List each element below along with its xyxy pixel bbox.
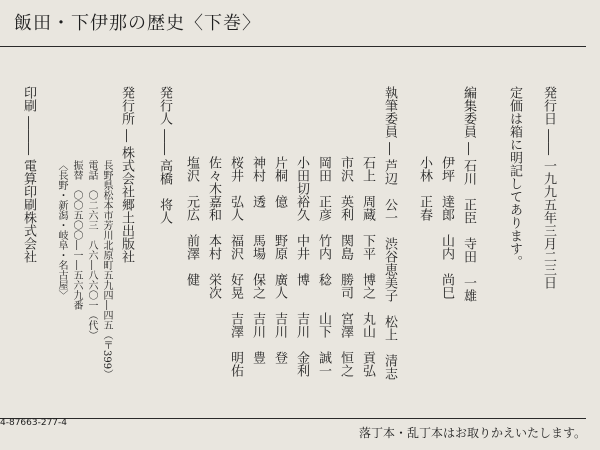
issuer-name: 高橋 将人	[157, 159, 172, 225]
leader-line: ――	[157, 129, 172, 156]
issuer-line	[158, 86, 171, 224]
book-title: 飯田・下伊那の歴史〈下巻〉	[14, 13, 261, 34]
publisher-transfer: 振替 〇〇五〇〇―一―五六九番	[71, 160, 82, 310]
writers-line-10: 塩沢 元広 前澤 健	[184, 156, 199, 286]
writers-line-4: 岡田 正彦 竹内 稔 山下 誠一	[316, 156, 331, 377]
price-note: 定価は箱に明記してあります。	[507, 86, 522, 268]
writers-line-3: 市沢 英利 関島 勝司 宮澤 恒之	[338, 156, 353, 377]
publisher-line	[120, 86, 133, 263]
isbn: 4-87663-277-4	[0, 418, 68, 428]
leader-line: ―	[119, 129, 134, 143]
publisher-branches: 〈長野・新潟・岐阜・名古屋〉	[56, 160, 67, 300]
publisher-name: 株式会社郷土出版社	[119, 146, 134, 264]
printer-line	[22, 86, 35, 263]
writers-line-7: 神村 透 馬場 保之 吉川 豊	[250, 156, 265, 364]
publication-date-line	[542, 86, 555, 289]
writers-line-8: 桜井 弘人 福沢 好晃 吉澤 明佑	[228, 156, 243, 377]
writers-line-1	[383, 86, 396, 380]
editors-line-1	[462, 86, 475, 302]
writers-label: 執筆委員	[382, 86, 397, 138]
printer-name: 電算印刷株式会社	[21, 159, 36, 264]
writers-names-1: 芦辺 公一 渋谷恵美子 松上 清志	[382, 159, 397, 381]
publisher-phone: 電話 〇二六三 八六―八六〇一（代）	[86, 160, 97, 340]
writers-line-9: 佐々木嘉和 本村 栄次	[206, 156, 221, 299]
leader-line: ―	[461, 142, 476, 156]
publication-date: 一九九五年三月二三日	[541, 159, 556, 290]
publisher-label: 発行所	[119, 86, 134, 125]
editors-line-2: 伊坪 達郎 山内 尚巳	[439, 156, 454, 299]
publication-label: 発行日	[541, 86, 556, 125]
writers-line-6: 片桐 億 野原 廣人 吉川 登	[272, 156, 287, 364]
printer-label: 印刷	[21, 86, 36, 112]
issuer-label: 発行人	[157, 86, 172, 125]
leader-line: ―――	[21, 116, 36, 156]
editors-names-1: 石川 正臣 寺田 一雄	[461, 159, 476, 303]
leader-line: ―	[382, 142, 397, 156]
leader-line: ――	[541, 129, 556, 156]
replacement-notice: 落丁本・乱丁本はお取りかえいたします。	[358, 426, 586, 440]
bottom-rule	[0, 418, 586, 419]
top-rule	[0, 46, 586, 47]
writers-line-2: 石上 周蔵 下平 博之 丸山 貢弘	[360, 156, 375, 377]
editors-line-3: 小林 正春	[417, 156, 432, 221]
writers-line-5: 小田切裕久 中井 博 吉川 金利	[294, 156, 309, 377]
publisher-address: 長野県松本市芳川北原町五九四―四五（〒399）	[101, 160, 112, 380]
editors-label: 編集委員	[461, 86, 476, 138]
